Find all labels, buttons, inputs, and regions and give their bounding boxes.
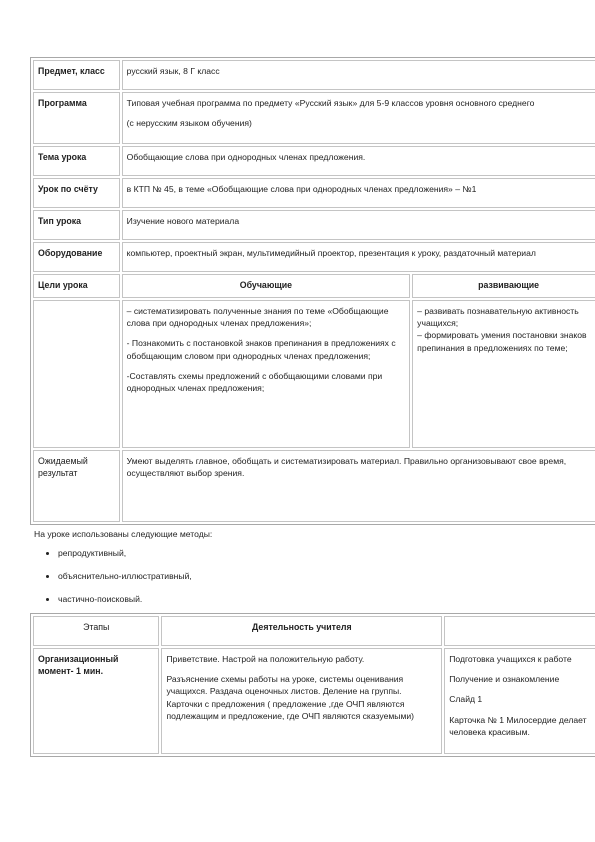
topic-label: Тема урока	[33, 146, 120, 176]
lesson-type-value: Изучение нового материала	[122, 210, 595, 240]
table-row	[33, 616, 595, 646]
equipment-value: компьютер, проектный экран, мультимедийный проектор, презентация к уроку, раздаточный материал	[122, 242, 595, 272]
developing-goal: – развивать познавательную активность учащихся;	[417, 306, 579, 329]
program-value-line: (с нерусским языком обучения)	[126, 118, 252, 129]
table-row	[33, 300, 595, 448]
table-row	[33, 242, 595, 272]
equipment-label: Оборудование	[33, 242, 120, 272]
list-item: • репродуктивный,	[58, 547, 192, 559]
stage-name: Организационный момент- 1 мин.	[33, 648, 159, 754]
program-value-line: Типовая учебная программа по предмету «Русский язык» для 5-9 классов уровня основного среднего	[126, 98, 535, 108]
table-row	[33, 60, 595, 90]
lesson-type-label: Тип урока	[33, 210, 120, 240]
methods-list	[42, 547, 192, 616]
goals-empty-cell	[33, 300, 120, 448]
student-activity: Подготовка учащихся к работе	[449, 654, 572, 664]
teacher-activity: Разъяснение схемы работы на уроке, системы оценивания учащихся. Раздача оценочных листов. Деление на группы. Карточки с предложения ( предложение ,где ОЧП являются подлежащим и предложение, где ОЧП являются сказуемыми)	[166, 674, 415, 721]
student-activity: Карточка № 1 Милосердие делает человека красивым.	[449, 714, 587, 737]
student-activity-cell	[444, 648, 595, 754]
table-row	[33, 274, 595, 298]
table-row	[33, 648, 595, 754]
topic-value: Обобщающие слова при однородных членах предложения.	[122, 146, 595, 176]
col-stages-header: Этапы	[33, 616, 159, 646]
table-row	[33, 210, 595, 240]
list-item: • объяснительно-иллюстративный,	[58, 570, 192, 582]
lesson-info-table	[30, 57, 595, 525]
student-activity: Получение и ознакомление	[449, 674, 560, 685]
list-item: • частично-поисковый.	[58, 593, 192, 605]
goals-teaching-header: Обучающие	[122, 274, 411, 298]
result-label: Ожидаемый результат	[33, 450, 120, 522]
table-row	[33, 450, 595, 522]
teacher-activity-cell	[161, 648, 442, 754]
developing-goals-cell	[412, 300, 595, 448]
subject-value: русский язык, 8 Г класс	[122, 60, 595, 90]
teaching-goal: – систематизировать полученные знания по теме «Обобщающие слова при однородных членах предложения»;	[126, 306, 389, 329]
col-teacher-header: Деятельность учителя	[161, 616, 442, 646]
teaching-goal: -Составлять схемы предложений с обобщающими словами при однородных членах предложения;	[126, 370, 383, 394]
goals-label: Цели урока	[33, 274, 120, 298]
teacher-activity: Приветствие. Настрой на положительную работу.	[166, 654, 365, 664]
program-value	[122, 92, 595, 144]
developing-goal: – формировать умения постановки знаков препинания в предложениях по теме;	[417, 330, 587, 353]
lesson-number-value: в КТП № 45, в теме «Обобщающие слова при однородных членах предложения» – №1	[122, 178, 595, 208]
teaching-goal: - Познакомить с постановкой знаков препинания в предложениях с обобщающим словом при однородных членах предложения;	[126, 338, 396, 361]
table-row	[33, 146, 595, 176]
table-row	[33, 178, 595, 208]
col-students-header	[444, 616, 595, 646]
goals-developing-header: развивающие	[412, 274, 595, 298]
result-value: Умеют выделять главное, обобщать и систематизировать материал. Правильно организовывают свое время, осуществляют выбор зрения.	[122, 450, 595, 522]
student-activity: Слайд 1	[449, 694, 483, 705]
methods-title: На уроке использованы следующие методы:	[34, 529, 213, 539]
lesson-number-label: Урок по счёту	[33, 178, 120, 208]
lesson-stages-table	[30, 613, 595, 757]
program-label: Программа	[33, 92, 120, 144]
teaching-goals-cell	[122, 300, 411, 448]
subject-label: Предмет, класс	[33, 60, 120, 90]
table-row	[33, 92, 595, 144]
